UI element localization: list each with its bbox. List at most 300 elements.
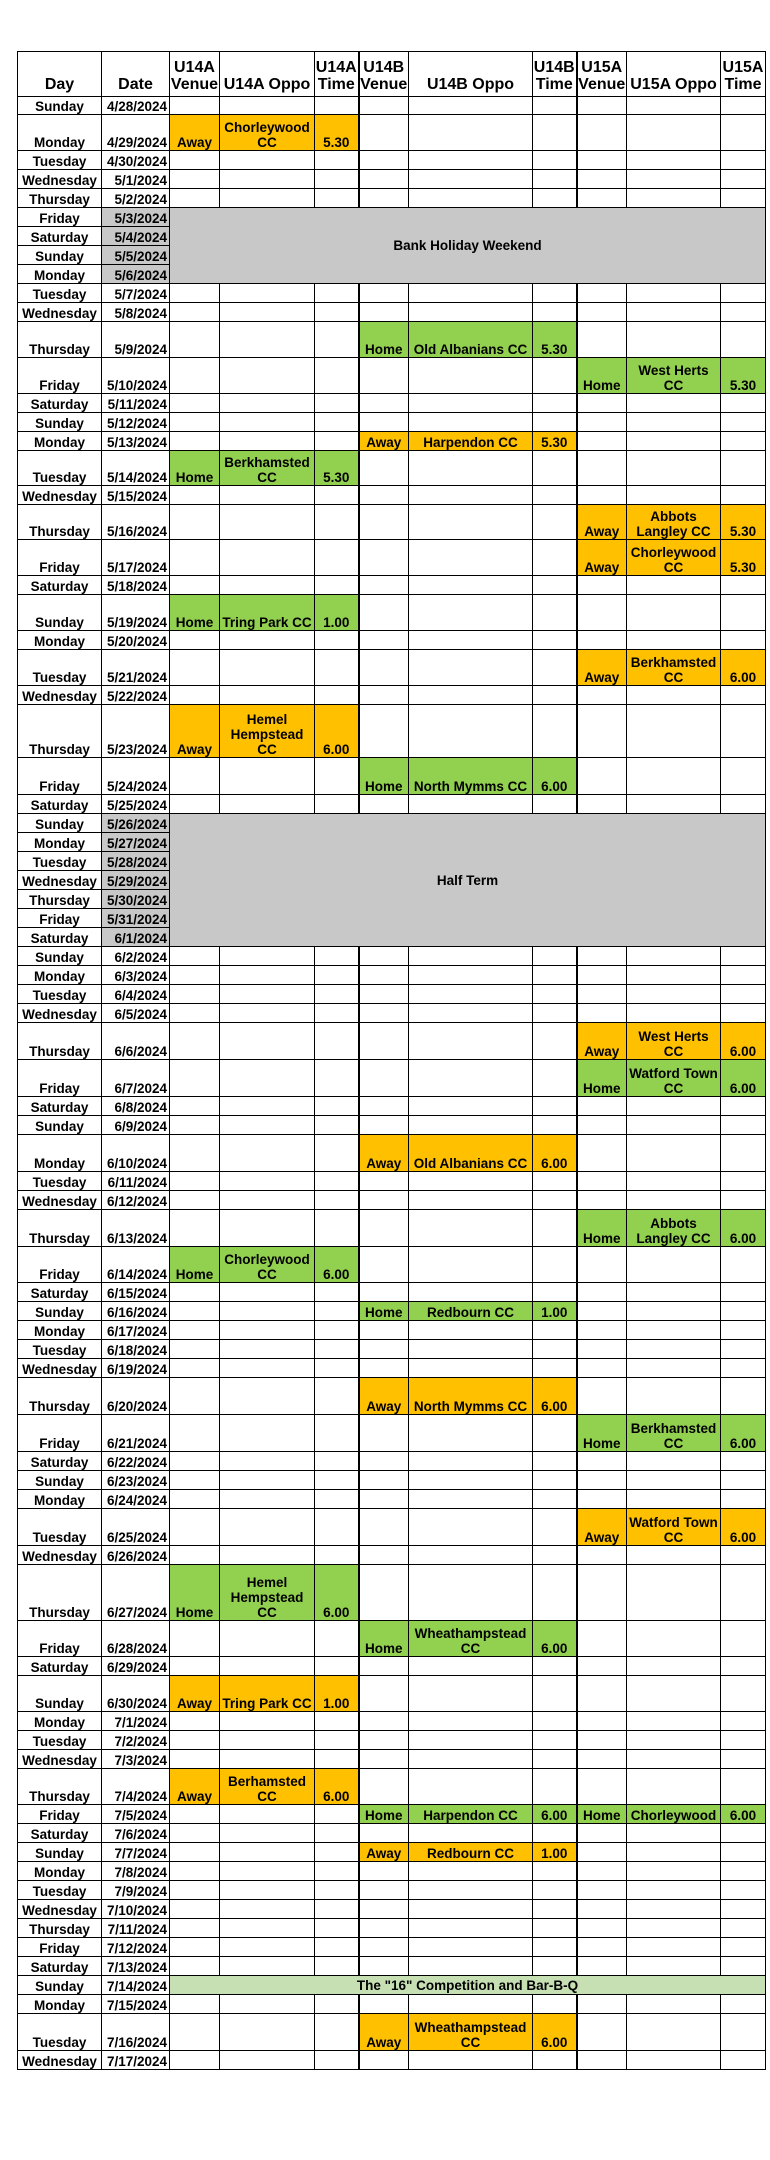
u15a-time-cell: [721, 1750, 766, 1769]
u14a-venue-cell: Away: [170, 1769, 220, 1805]
u14b-venue-cell: [359, 1471, 409, 1490]
table-row: [18, 505, 766, 540]
day-cell: Tuesday: [18, 1340, 102, 1359]
u14a-oppo-cell: [220, 322, 315, 358]
table-row: [18, 1546, 766, 1565]
u14b-time-cell: [533, 540, 577, 576]
u14a-oppo-cell: [220, 1191, 315, 1210]
u14a-time-cell: [315, 505, 359, 540]
u14b-venue-cell: [359, 1097, 409, 1116]
u14b-oppo-cell: [409, 686, 533, 705]
u14a-oppo-cell: [220, 1172, 315, 1191]
table-row: [18, 540, 766, 576]
u15a-oppo-cell: [627, 151, 721, 170]
u14a-oppo-cell: [220, 1452, 315, 1471]
day-cell: Tuesday: [18, 985, 102, 1004]
u14a-venue-cell: [170, 947, 220, 966]
u14b-time-cell: [533, 1657, 577, 1676]
table-row: [18, 1938, 766, 1957]
u14a-oppo-cell: [220, 1805, 315, 1824]
u15a-oppo-cell: [627, 189, 721, 208]
day-cell: Monday: [18, 1995, 102, 2014]
u14b-venue-cell: Home: [359, 758, 409, 795]
u15a-oppo-cell: [627, 1378, 721, 1415]
u15a-venue-cell: [577, 576, 627, 595]
u14a-venue-cell: [170, 1490, 220, 1509]
header-u14a-venue: U14A Venue: [170, 52, 220, 97]
table-row: [18, 151, 766, 170]
u14b-oppo-cell: [409, 1490, 533, 1509]
u15a-oppo-cell: [627, 1657, 721, 1676]
header-u14a-time: U14A Time: [315, 52, 359, 97]
date-cell: 7/2/2024: [102, 1731, 170, 1750]
u14b-oppo-cell: [409, 1415, 533, 1452]
u15a-oppo-cell: [627, 758, 721, 795]
u14b-oppo-cell: [409, 576, 533, 595]
u14b-venue-cell: [359, 1321, 409, 1340]
u14a-time-cell: [315, 1957, 359, 1976]
u15a-oppo-cell: [627, 1340, 721, 1359]
u15a-oppo-cell: [627, 1247, 721, 1283]
day-cell: Thursday: [18, 1210, 102, 1247]
u15a-time-cell: [721, 432, 766, 451]
u14b-venue-cell: [359, 1919, 409, 1938]
u14b-time-cell: [533, 1546, 577, 1565]
u15a-venue-cell: [577, 758, 627, 795]
date-cell: 6/30/2024: [102, 1676, 170, 1712]
u14a-venue-cell: [170, 151, 220, 170]
table-row: [18, 1862, 766, 1881]
date-cell: 7/16/2024: [102, 2014, 170, 2051]
u15a-oppo-cell: [627, 1750, 721, 1769]
u14b-time-cell: [533, 1172, 577, 1191]
day-cell: Thursday: [18, 1378, 102, 1415]
u14a-venue-cell: [170, 1509, 220, 1546]
table-row: [18, 486, 766, 505]
u15a-time-cell: [721, 1938, 766, 1957]
u14b-time-cell: [533, 1995, 577, 2014]
u15a-time-cell: [721, 1881, 766, 1900]
u14b-oppo-cell: Old Albanians CC: [409, 1135, 533, 1172]
u14a-venue-cell: [170, 1471, 220, 1490]
u14a-time-cell: [315, 1881, 359, 1900]
u14b-oppo-cell: [409, 650, 533, 686]
u14b-venue-cell: [359, 595, 409, 631]
table-row: [18, 686, 766, 705]
table-row: [18, 1824, 766, 1843]
u14a-venue-cell: [170, 1415, 220, 1452]
day-cell: Tuesday: [18, 650, 102, 686]
u14b-venue-cell: [359, 1565, 409, 1621]
u15a-time-cell: [721, 1283, 766, 1302]
u14a-oppo-cell: [220, 758, 315, 795]
u14a-venue-cell: [170, 505, 220, 540]
u15a-time-cell: [721, 1116, 766, 1135]
u15a-venue-cell: [577, 170, 627, 189]
day-cell: Monday: [18, 1490, 102, 1509]
u14b-oppo-cell: [409, 947, 533, 966]
u14a-time-cell: [315, 1509, 359, 1546]
u14b-venue-cell: [359, 1657, 409, 1676]
table-row: [18, 1023, 766, 1060]
date-cell: 6/21/2024: [102, 1415, 170, 1452]
u14a-venue-cell: [170, 284, 220, 303]
u14a-venue-cell: [170, 1097, 220, 1116]
u15a-time-cell: [721, 1321, 766, 1340]
u15a-venue-cell: [577, 2051, 627, 2070]
u14a-venue-cell: [170, 1995, 220, 2014]
u14a-oppo-cell: [220, 2051, 315, 2070]
u15a-oppo-cell: [627, 1191, 721, 1210]
u15a-oppo-cell: [627, 1824, 721, 1843]
u14b-venue-cell: [359, 1210, 409, 1247]
u15a-oppo-cell: Berkhamsted CC: [627, 1415, 721, 1452]
u14a-oppo-cell: [220, 1657, 315, 1676]
u14b-venue-cell: [359, 2051, 409, 2070]
u14b-oppo-cell: [409, 1452, 533, 1471]
u15a-oppo-cell: [627, 2051, 721, 2070]
u14b-oppo-cell: [409, 595, 533, 631]
u15a-venue-cell: [577, 1471, 627, 1490]
day-cell: Saturday: [18, 1957, 102, 1976]
u14a-time-cell: [315, 1824, 359, 1843]
date-cell: 5/20/2024: [102, 631, 170, 650]
u14b-time-cell: [533, 1712, 577, 1731]
u15a-time-cell: [721, 115, 766, 151]
u15a-oppo-cell: [627, 1621, 721, 1657]
u14a-time-cell: [315, 1060, 359, 1097]
u15a-time-cell: [721, 486, 766, 505]
u15a-time-cell: [721, 1824, 766, 1843]
u14a-time-cell: [315, 1023, 359, 1060]
u14b-time-cell: 1.00: [533, 1302, 577, 1321]
u15a-oppo-cell: [627, 631, 721, 650]
u15a-venue-cell: [577, 1862, 627, 1881]
u14b-oppo-cell: [409, 1283, 533, 1302]
u14b-venue-cell: [359, 451, 409, 486]
u14a-venue-cell: Home: [170, 1565, 220, 1621]
u14a-venue-cell: [170, 1302, 220, 1321]
table-row: [18, 413, 766, 432]
u14a-venue-cell: [170, 2051, 220, 2070]
u14a-oppo-cell: [220, 1824, 315, 1843]
u14a-time-cell: [315, 189, 359, 208]
table-row: [18, 358, 766, 394]
u14b-venue-cell: [359, 486, 409, 505]
u15a-venue-cell: [577, 1731, 627, 1750]
header-u14b-oppo: U14B Oppo: [409, 52, 533, 97]
date-cell: 5/18/2024: [102, 576, 170, 595]
u14a-venue-cell: [170, 1283, 220, 1302]
header-u14b-time: U14B Time: [533, 52, 577, 97]
u15a-oppo-cell: [627, 705, 721, 758]
u14a-time-cell: [315, 2051, 359, 2070]
u15a-venue-cell: [577, 1957, 627, 1976]
table-row: [18, 1471, 766, 1490]
u14a-oppo-cell: [220, 1283, 315, 1302]
u14a-venue-cell: [170, 1210, 220, 1247]
u15a-time-cell: [721, 1302, 766, 1321]
u15a-time-cell: [721, 686, 766, 705]
u14b-time-cell: [533, 1359, 577, 1378]
u15a-oppo-cell: [627, 686, 721, 705]
table-row: [18, 1731, 766, 1750]
u14b-oppo-cell: [409, 1471, 533, 1490]
day-cell: Wednesday: [18, 303, 102, 322]
date-cell: 6/22/2024: [102, 1452, 170, 1471]
u14b-venue-cell: Home: [359, 1302, 409, 1321]
u15a-venue-cell: [577, 432, 627, 451]
day-cell: Friday: [18, 1805, 102, 1824]
table-row: [18, 1565, 766, 1621]
u14a-oppo-cell: [220, 1995, 315, 2014]
u14b-venue-cell: [359, 413, 409, 432]
day-cell: Friday: [18, 1621, 102, 1657]
u14a-time-cell: [315, 1490, 359, 1509]
u14a-oppo-cell: [220, 1957, 315, 1976]
header-u14b-venue: U14B Venue: [359, 52, 409, 97]
u14b-time-cell: 6.00: [533, 1805, 577, 1824]
u15a-venue-cell: [577, 1340, 627, 1359]
u14a-venue-cell: [170, 1135, 220, 1172]
u14b-time-cell: [533, 1565, 577, 1621]
u14b-venue-cell: [359, 1995, 409, 2014]
u15a-time-cell: 6.00: [721, 1210, 766, 1247]
u14b-oppo-cell: [409, 795, 533, 814]
date-cell: 4/30/2024: [102, 151, 170, 170]
u14a-oppo-cell: [220, 394, 315, 413]
u15a-oppo-cell: Abbots Langley CC: [627, 505, 721, 540]
u14b-time-cell: [533, 1340, 577, 1359]
u15a-oppo-cell: [627, 1881, 721, 1900]
u15a-venue-cell: [577, 1657, 627, 1676]
u14b-venue-cell: Away: [359, 432, 409, 451]
u14b-venue-cell: [359, 985, 409, 1004]
u14b-oppo-cell: [409, 451, 533, 486]
date-cell: 6/23/2024: [102, 1471, 170, 1490]
u14b-venue-cell: [359, 1712, 409, 1731]
u14b-oppo-cell: [409, 966, 533, 985]
date-cell: 5/17/2024: [102, 540, 170, 576]
date-cell: 6/10/2024: [102, 1135, 170, 1172]
u14b-venue-cell: [359, 576, 409, 595]
u14b-oppo-cell: [409, 1247, 533, 1283]
day-cell: Wednesday: [18, 871, 102, 890]
u14b-time-cell: [533, 1247, 577, 1283]
u15a-time-cell: 6.00: [721, 1805, 766, 1824]
u14b-time-cell: 6.00: [533, 2014, 577, 2051]
u14b-time-cell: [533, 358, 577, 394]
u14a-venue-cell: [170, 686, 220, 705]
u14b-time-cell: [533, 1191, 577, 1210]
day-cell: Saturday: [18, 576, 102, 595]
table-row: [18, 595, 766, 631]
u14a-oppo-cell: [220, 1862, 315, 1881]
table-row: [18, 1116, 766, 1135]
day-cell: Friday: [18, 1060, 102, 1097]
u14b-venue-cell: [359, 705, 409, 758]
date-cell: 6/11/2024: [102, 1172, 170, 1191]
u14b-venue-cell: [359, 795, 409, 814]
u15a-venue-cell: [577, 1172, 627, 1191]
date-cell: 6/4/2024: [102, 985, 170, 1004]
date-cell: 5/26/2024: [102, 814, 170, 833]
u15a-time-cell: 5.30: [721, 358, 766, 394]
u14a-time-cell: [315, 1302, 359, 1321]
u15a-time-cell: 6.00: [721, 1060, 766, 1097]
date-cell: 5/23/2024: [102, 705, 170, 758]
u14a-time-cell: [315, 1210, 359, 1247]
u14b-time-cell: [533, 170, 577, 189]
u14a-time-cell: [315, 413, 359, 432]
day-cell: Wednesday: [18, 2051, 102, 2070]
table-row: [18, 650, 766, 686]
date-cell: 7/15/2024: [102, 1995, 170, 2014]
u14a-oppo-cell: [220, 97, 315, 115]
u15a-oppo-cell: [627, 1097, 721, 1116]
u15a-venue-cell: [577, 705, 627, 758]
date-cell: 7/4/2024: [102, 1769, 170, 1805]
u14b-venue-cell: [359, 686, 409, 705]
day-cell: Wednesday: [18, 170, 102, 189]
u14a-oppo-cell: Hemel Hempstead CC: [220, 705, 315, 758]
u14b-venue-cell: [359, 1359, 409, 1378]
date-cell: 5/16/2024: [102, 505, 170, 540]
u15a-time-cell: [721, 595, 766, 631]
u14a-venue-cell: [170, 1116, 220, 1135]
day-cell: Wednesday: [18, 1191, 102, 1210]
u14a-venue-cell: [170, 394, 220, 413]
u14b-oppo-cell: [409, 1919, 533, 1938]
day-cell: Wednesday: [18, 1004, 102, 1023]
u14b-time-cell: [533, 1210, 577, 1247]
header-u15a-oppo: U15A Oppo: [627, 52, 721, 97]
table-row: [18, 1359, 766, 1378]
u14b-oppo-cell: [409, 303, 533, 322]
date-cell: 6/13/2024: [102, 1210, 170, 1247]
u15a-venue-cell: [577, 1283, 627, 1302]
date-cell: 5/28/2024: [102, 852, 170, 871]
u15a-time-cell: [721, 303, 766, 322]
u14a-oppo-cell: [220, 1004, 315, 1023]
u14b-venue-cell: [359, 1938, 409, 1957]
date-cell: 5/24/2024: [102, 758, 170, 795]
u14a-oppo-cell: Tring Park CC: [220, 595, 315, 631]
u14a-oppo-cell: [220, 170, 315, 189]
u14b-oppo-cell: North Mymms CC: [409, 758, 533, 795]
u14a-time-cell: 6.00: [315, 1247, 359, 1283]
u14a-oppo-cell: [220, 1378, 315, 1415]
u14a-time-cell: [315, 1750, 359, 1769]
table-row: [18, 1805, 766, 1824]
u14a-venue-cell: [170, 1452, 220, 1471]
u15a-venue-cell: [577, 1490, 627, 1509]
u14a-time-cell: [315, 1283, 359, 1302]
date-cell: 7/6/2024: [102, 1824, 170, 1843]
day-cell: Thursday: [18, 1919, 102, 1938]
u15a-time-cell: [721, 1843, 766, 1862]
u14b-venue-cell: Home: [359, 322, 409, 358]
u14a-oppo-cell: [220, 1712, 315, 1731]
date-cell: 6/12/2024: [102, 1191, 170, 1210]
u14a-time-cell: [315, 1621, 359, 1657]
day-cell: Sunday: [18, 1302, 102, 1321]
day-cell: Thursday: [18, 1565, 102, 1621]
date-cell: 7/10/2024: [102, 1900, 170, 1919]
u14a-oppo-cell: [220, 486, 315, 505]
u14a-oppo-cell: [220, 505, 315, 540]
u14b-oppo-cell: [409, 358, 533, 394]
date-cell: 5/3/2024: [102, 208, 170, 227]
day-cell: Thursday: [18, 1769, 102, 1805]
u14a-time-cell: [315, 1919, 359, 1938]
day-cell: Saturday: [18, 1283, 102, 1302]
u14b-venue-cell: [359, 1340, 409, 1359]
u15a-time-cell: [721, 1490, 766, 1509]
u14a-oppo-cell: [220, 985, 315, 1004]
u15a-venue-cell: [577, 1378, 627, 1415]
u14a-oppo-cell: [220, 1302, 315, 1321]
day-cell: Tuesday: [18, 1731, 102, 1750]
u14b-time-cell: [533, 1452, 577, 1471]
day-cell: Tuesday: [18, 284, 102, 303]
u14b-venue-cell: [359, 97, 409, 115]
u15a-venue-cell: Home: [577, 1415, 627, 1452]
u14b-time-cell: 6.00: [533, 1378, 577, 1415]
u14b-oppo-cell: [409, 189, 533, 208]
u14b-oppo-cell: Redbourn CC: [409, 1843, 533, 1862]
table-row: [18, 966, 766, 985]
u15a-venue-cell: [577, 1769, 627, 1805]
date-cell: 5/6/2024: [102, 265, 170, 284]
u14b-venue-cell: [359, 947, 409, 966]
u15a-venue-cell: [577, 151, 627, 170]
day-cell: Tuesday: [18, 451, 102, 486]
date-cell: 6/19/2024: [102, 1359, 170, 1378]
u14b-time-cell: [533, 1509, 577, 1546]
u15a-time-cell: 6.00: [721, 650, 766, 686]
u14b-time-cell: [533, 151, 577, 170]
u14a-time-cell: [315, 1731, 359, 1750]
u15a-venue-cell: Away: [577, 505, 627, 540]
date-cell: 6/16/2024: [102, 1302, 170, 1321]
u14b-oppo-cell: [409, 115, 533, 151]
u14b-venue-cell: Home: [359, 1621, 409, 1657]
day-cell: Sunday: [18, 1976, 102, 1995]
u14b-time-cell: 5.30: [533, 322, 577, 358]
u15a-oppo-cell: [627, 1004, 721, 1023]
u14b-oppo-cell: [409, 1172, 533, 1191]
fixtures-table: [17, 51, 766, 2070]
u14a-oppo-cell: [220, 1116, 315, 1135]
date-cell: 5/7/2024: [102, 284, 170, 303]
u14b-oppo-cell: [409, 170, 533, 189]
u14a-venue-cell: [170, 966, 220, 985]
table-row: [18, 631, 766, 650]
u14a-venue-cell: [170, 189, 220, 208]
table-row: [18, 1976, 766, 1995]
table-row: [18, 1004, 766, 1023]
date-cell: 6/26/2024: [102, 1546, 170, 1565]
u14a-oppo-cell: [220, 631, 315, 650]
u14a-venue-cell: Home: [170, 1247, 220, 1283]
u15a-oppo-cell: Berkhamsted CC: [627, 650, 721, 686]
u14b-venue-cell: [359, 1731, 409, 1750]
day-cell: Friday: [18, 909, 102, 928]
u14a-time-cell: [315, 966, 359, 985]
date-cell: 4/29/2024: [102, 115, 170, 151]
u15a-venue-cell: [577, 2014, 627, 2051]
